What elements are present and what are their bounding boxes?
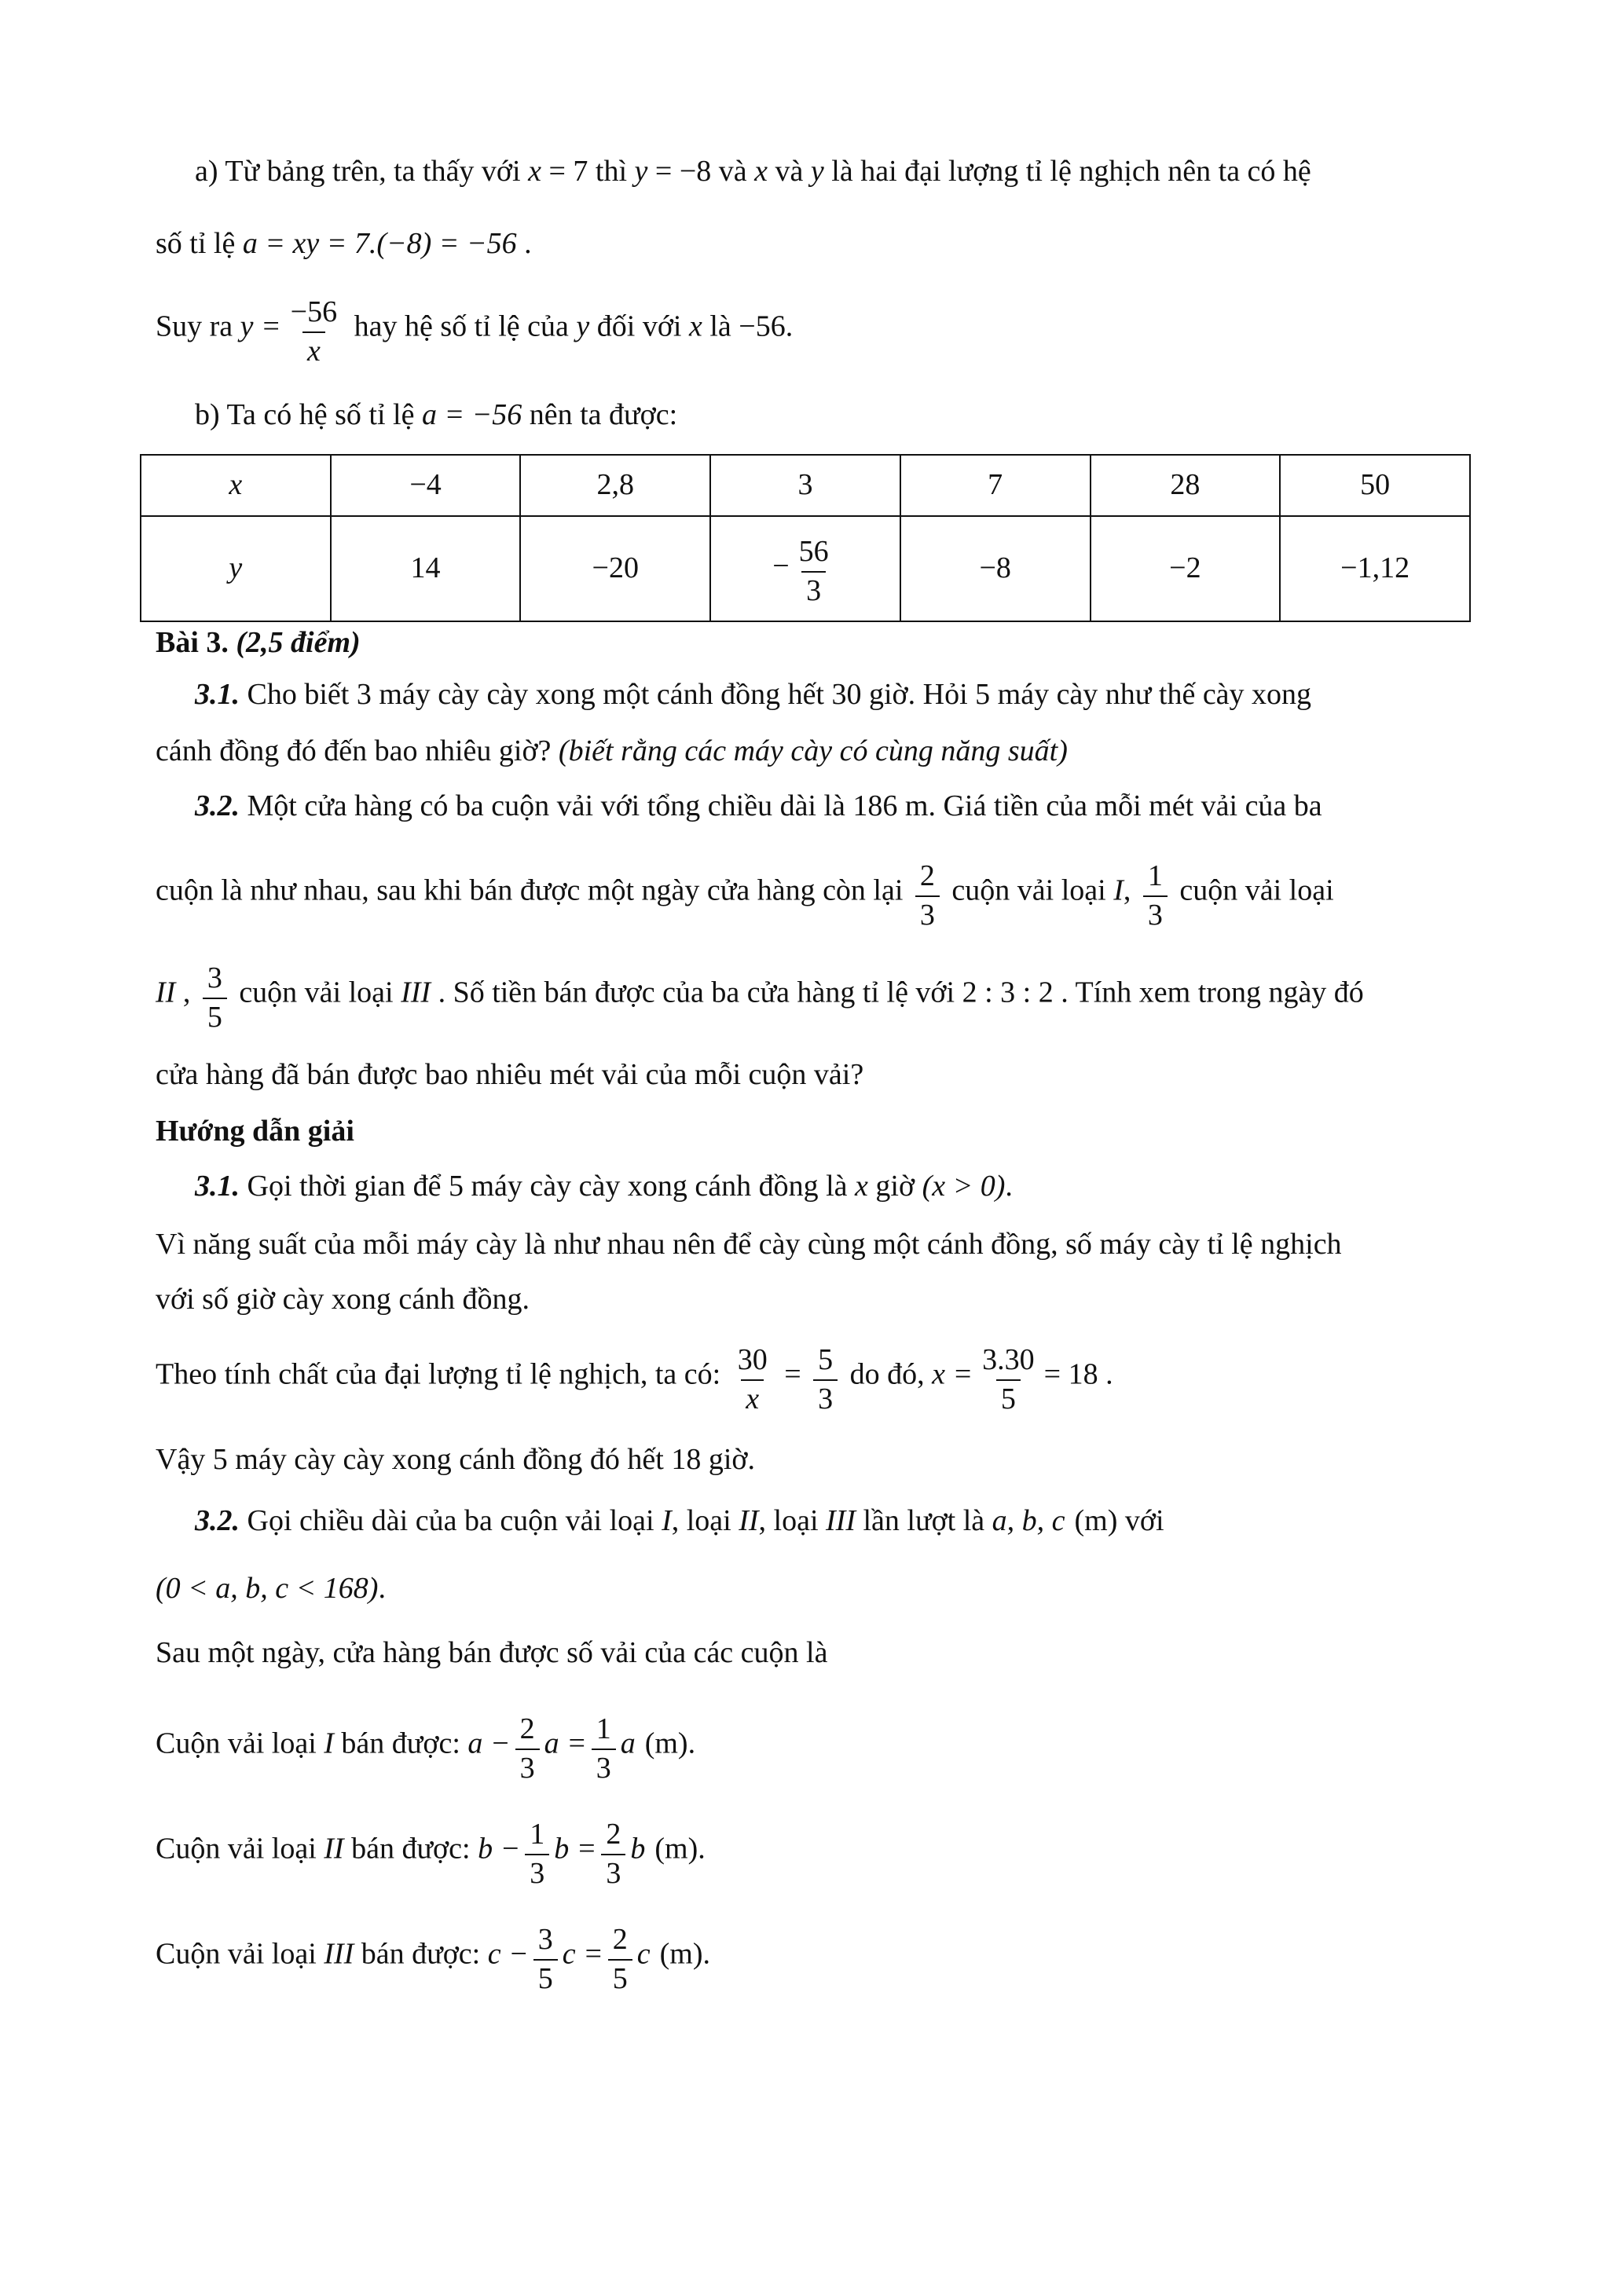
note-italic: (biết rằng các máy cày có cùng năng suất)	[558, 734, 1068, 767]
math-var: x	[754, 155, 768, 188]
fraction-numerator: 2	[606, 1818, 621, 1851]
text: .	[516, 227, 532, 260]
text: , loại	[758, 1504, 827, 1537]
unit: (m)	[654, 1832, 698, 1866]
fraction	[203, 963, 227, 1034]
fraction	[1143, 861, 1168, 932]
table-cell: −8	[900, 516, 1091, 621]
section-title: Hướng dẫn giải	[156, 1115, 354, 1148]
table-cell: −20	[520, 516, 710, 621]
text: b) Ta có hệ số tỉ lệ	[195, 398, 422, 431]
fraction-denominator: x	[741, 1379, 764, 1415]
fraction	[608, 1924, 632, 1995]
fraction-numerator: −56	[290, 295, 338, 328]
solution-3-2-line-3	[156, 1635, 827, 1672]
part-a-line-3	[156, 294, 794, 368]
minus-sign: −	[772, 549, 790, 583]
values-table	[140, 454, 1471, 622]
math-var: III	[324, 1937, 354, 1971]
text: đối với	[589, 309, 689, 343]
exercise-3-title	[156, 625, 361, 661]
part-a-line-1	[195, 154, 1311, 190]
fraction-denominator: x	[302, 331, 325, 368]
fraction-denominator: 3	[801, 571, 826, 607]
math-var: x	[689, 309, 702, 343]
fraction-numerator: 2	[519, 1712, 535, 1745]
math-expr: (x > 0)	[922, 1170, 1006, 1203]
table-cell: 2,8	[520, 455, 710, 516]
fraction-denominator: 3	[915, 895, 940, 932]
text: cuộn vải loại	[944, 873, 1114, 907]
text: Cuộn vải loại	[156, 1937, 324, 1971]
fraction-numerator: 2	[919, 859, 935, 892]
fraction-denominator: 3	[601, 1854, 625, 1890]
math-var: c	[636, 1937, 651, 1971]
problem-label: 3.1.	[195, 678, 240, 711]
fraction-numerator: 5	[818, 1343, 834, 1376]
part-a-line-2	[156, 226, 532, 262]
text: số tỉ lệ	[156, 227, 243, 260]
text: cuộn là như nhau, sau khi bán được một ngày cửa hàng còn lại	[156, 873, 911, 907]
table-cell: 28	[1091, 455, 1281, 516]
math-var: x	[855, 1170, 868, 1203]
math-var: y	[810, 155, 824, 188]
text: cửa hàng đã bán được bao nhiêu mét vải của mỗi cuộn vải?	[156, 1058, 864, 1091]
table-cell: −1,12	[1280, 516, 1470, 621]
math-var: y	[634, 155, 648, 188]
math-expr: = 18	[1043, 1357, 1098, 1391]
problem-label: 3.1.	[195, 1170, 240, 1203]
fraction	[977, 1345, 1039, 1415]
math-expr: c −	[487, 1937, 529, 1971]
math-var: y	[576, 309, 590, 343]
solution-3-1-line-3	[156, 1282, 530, 1318]
text: . Tính xem trong ngày đó	[1053, 976, 1364, 1009]
fraction	[601, 1819, 625, 1890]
solution-3-1-line-4	[156, 1342, 1113, 1415]
text: thì	[588, 155, 635, 188]
unit: (m)	[659, 1937, 703, 1971]
text: .	[702, 1937, 710, 1971]
problem-3-2-line-1	[195, 789, 1322, 825]
unit: (m)	[644, 1727, 688, 1760]
text: với số giờ cày xong cánh đồng.	[156, 1283, 530, 1316]
exercise-points: (2,5 điểm)	[228, 626, 361, 659]
fraction-numerator: 1	[530, 1818, 545, 1851]
fraction-denominator: 5	[996, 1379, 1021, 1415]
table-cell-fraction	[710, 516, 900, 621]
solution-3-2-line-2	[156, 1571, 386, 1607]
unit: (m)	[1074, 1504, 1118, 1537]
fraction	[794, 536, 834, 607]
table-row-x	[141, 455, 1470, 516]
fraction	[915, 861, 940, 932]
text: .	[1098, 1357, 1113, 1391]
table-header-y: y	[141, 516, 331, 621]
text: Vậy 5 máy cày cày xong cánh đồng đó hết 18 giờ.	[156, 1443, 756, 1476]
text: Gọi thời gian để 5 máy cày cày xong cánh đồng là	[240, 1170, 856, 1203]
text: do đó,	[842, 1357, 933, 1391]
text: nên ta được:	[522, 398, 678, 431]
fraction-numerator: 1	[1147, 859, 1163, 892]
math-var: III	[826, 1504, 856, 1537]
table-cell: 3	[710, 455, 900, 516]
fraction-denominator: 3	[515, 1749, 540, 1785]
solution-3-1-line-5	[156, 1442, 755, 1478]
problem-3-2-line-3	[156, 960, 1364, 1034]
solution-3-2-line-5	[156, 1816, 706, 1890]
math-var: b	[630, 1832, 646, 1866]
text: cánh đồng đó đến bao nhiêu giờ?	[156, 734, 559, 767]
text: .	[378, 1572, 386, 1605]
fraction	[813, 1345, 838, 1415]
text: Theo tính chất của đại lượng tỉ lệ nghịch, ta có:	[156, 1357, 728, 1391]
text: Sau một ngày, cửa hàng bán được số vải của các cuộn là	[156, 1636, 828, 1669]
math-var: III	[401, 976, 431, 1009]
fraction-denominator: 5	[203, 998, 227, 1034]
math-expr: 2 : 3 : 2	[962, 976, 1054, 1009]
text: bán được:	[343, 1832, 478, 1866]
fraction-denominator: 3	[525, 1854, 549, 1890]
part-b-line-1	[195, 397, 677, 434]
text: là hai đại lượng tỉ lệ nghịch nên ta có hệ	[823, 155, 1311, 188]
math-expr: = 7	[541, 155, 588, 188]
text: Cuộn vải loại	[156, 1832, 324, 1866]
math-var: I	[1113, 873, 1124, 907]
table-row-y	[141, 516, 1470, 621]
math-expr: b =	[554, 1832, 597, 1866]
text: a) Từ bảng trên, ta thấy với	[195, 155, 529, 188]
fraction	[286, 297, 342, 368]
text: hay hệ số tỉ lệ của	[346, 309, 577, 343]
fraction-denominator: 5	[533, 1959, 558, 1995]
math-expr: c =	[562, 1937, 603, 1971]
math-expr: =	[776, 1357, 809, 1391]
text: Gọi chiều dài của ba cuộn vải loại	[240, 1504, 662, 1537]
fraction-numerator: 3	[207, 961, 222, 994]
text: lần lượt là	[856, 1504, 992, 1537]
text: . Số tiền bán được của ba cửa hàng tỉ lệ với	[431, 976, 962, 1009]
text: ,	[175, 976, 198, 1009]
fraction-numerator: 1	[596, 1712, 611, 1745]
math-expr: y =	[240, 309, 281, 343]
problem-3-2-line-4	[156, 1057, 863, 1093]
fraction	[515, 1714, 540, 1785]
text: ,	[1123, 873, 1138, 907]
math-expr: a, b, c	[992, 1504, 1065, 1537]
text: giờ	[867, 1170, 922, 1203]
exercise-title: Bài 3.	[156, 626, 229, 659]
solution-3-1-line-1	[195, 1169, 1013, 1205]
table-cell: 7	[900, 455, 1091, 516]
text: .	[687, 1727, 696, 1760]
solution-3-1-line-2	[156, 1227, 1342, 1263]
fraction-numerator: 56	[798, 535, 829, 569]
math-var: I	[662, 1504, 672, 1537]
text: Suy ra	[156, 309, 240, 343]
fraction-denominator: 3	[813, 1379, 838, 1415]
text: bán được:	[333, 1727, 468, 1760]
math-var: I	[324, 1727, 334, 1760]
table-cell: 50	[1280, 455, 1470, 516]
text: là −56.	[702, 309, 794, 343]
solution-3-2-line-1	[195, 1503, 1164, 1540]
fraction	[533, 1924, 558, 1995]
fraction-numerator: 3.30	[982, 1343, 1035, 1376]
fraction-denominator: 3	[1143, 895, 1168, 932]
math-expr: a = xy = 7.(−8) = −56	[242, 227, 517, 260]
problem-label: 3.2.	[195, 789, 240, 822]
solution-guide-title	[156, 1114, 354, 1150]
math-expr: a −	[467, 1727, 511, 1760]
math-var: x	[528, 155, 541, 188]
math-expr: a = −56	[421, 398, 522, 431]
text: .	[698, 1832, 706, 1866]
solution-3-2-line-4	[156, 1711, 696, 1785]
solution-3-2-line-6	[156, 1921, 710, 1995]
text: cuộn vải loại	[231, 976, 401, 1009]
problem-3-1-line-2	[156, 734, 1068, 770]
math-expr: x =	[932, 1357, 973, 1391]
text: và	[711, 155, 755, 188]
table-cell: 14	[331, 516, 521, 621]
math-expr: b −	[478, 1832, 521, 1866]
text: , loại	[671, 1504, 739, 1537]
text: Vì năng suất của mỗi máy cày là như nhau nên để cày cùng một cánh đồng, số máy cày tỉ lệ nghịch	[156, 1228, 1342, 1261]
text: bán được:	[354, 1937, 488, 1971]
problem-label: 3.2.	[195, 1504, 240, 1537]
text: với	[1117, 1504, 1164, 1537]
text: Cuộn vải loại	[156, 1727, 324, 1760]
math-var: a	[620, 1727, 636, 1760]
math-var: II	[156, 976, 176, 1009]
math-expr: (0 < a, b, c < 168)	[156, 1572, 379, 1605]
text: cuộn vải loại	[1171, 873, 1334, 907]
text: .	[1005, 1170, 1013, 1203]
fraction	[592, 1714, 616, 1785]
fraction-numerator: 3	[537, 1923, 553, 1956]
problem-3-2-line-2	[156, 858, 1334, 932]
fraction-denominator: 5	[608, 1959, 632, 1995]
math-expr: a =	[544, 1727, 587, 1760]
fraction	[733, 1345, 772, 1415]
table-cell: −2	[1091, 516, 1281, 621]
problem-3-1-line-1	[195, 677, 1311, 713]
math-var: II	[324, 1832, 344, 1866]
table-header-x: x	[141, 455, 331, 516]
text: Cho biết 3 máy cày cày xong một cánh đồng hết 30 giờ. Hỏi 5 máy cày như thế cày xong	[240, 678, 1312, 711]
fraction	[525, 1819, 549, 1890]
math-var: II	[739, 1504, 759, 1537]
fraction-numerator: 2	[612, 1923, 628, 1956]
math-expr: = −8	[647, 155, 712, 188]
text: Một cửa hàng có ba cuộn vải với tổng chiều dài là 186 m. Giá tiền của mỗi mét vải của ba	[240, 789, 1322, 822]
fraction-denominator: 3	[592, 1749, 616, 1785]
table-cell: −4	[331, 455, 521, 516]
fraction-numerator: 30	[737, 1343, 768, 1376]
text: và	[768, 155, 811, 188]
